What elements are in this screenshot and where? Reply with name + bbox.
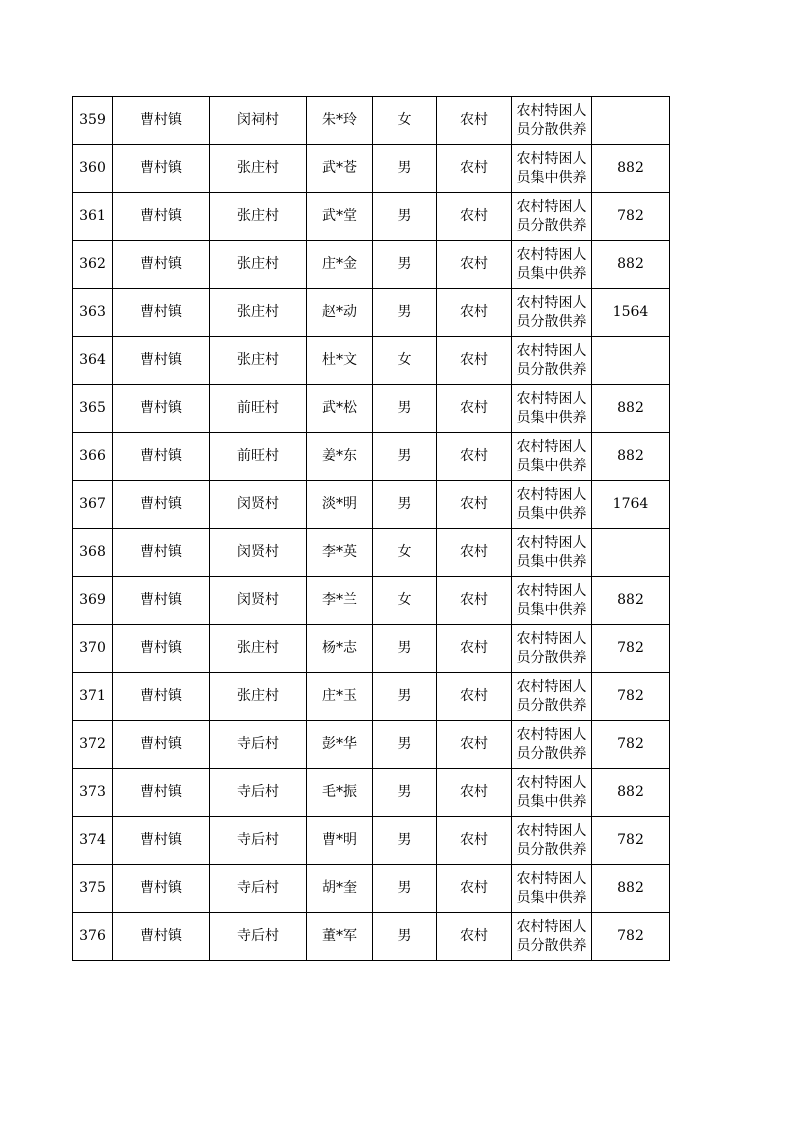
table-body (73, 97, 670, 961)
area-type-cell: 农村 (437, 769, 512, 817)
support-type-cell (512, 289, 592, 337)
support-type-line: 农村特困人 (516, 390, 587, 407)
area-type-cell: 农村 (437, 385, 512, 433)
town-cell: 曹村镇 (113, 577, 210, 625)
table-row (73, 193, 670, 241)
person-name-cell: 淡*明 (307, 481, 373, 529)
support-type-cell (512, 145, 592, 193)
support-type-line: 农村特困人 (516, 198, 587, 215)
table-row (73, 145, 670, 193)
area-type-cell: 农村 (437, 193, 512, 241)
area-type-cell: 农村 (437, 481, 512, 529)
table-row (73, 481, 670, 529)
person-name-cell: 武*堂 (307, 193, 373, 241)
town-cell: 曹村镇 (113, 241, 210, 289)
gender-cell: 男 (373, 721, 437, 769)
town-cell: 曹村镇 (113, 97, 210, 145)
amount-cell: 882 (592, 433, 670, 481)
town-cell: 曹村镇 (113, 433, 210, 481)
support-type-line: 农村特困人 (516, 486, 587, 503)
table-row (73, 337, 670, 385)
support-type-line: 农村特困人 (516, 438, 587, 455)
table-row (73, 721, 670, 769)
village-cell: 寺后村 (210, 865, 307, 913)
amount-cell: 782 (592, 193, 670, 241)
row-number-cell: 376 (73, 913, 113, 961)
amount-cell: 782 (592, 673, 670, 721)
row-number-cell: 374 (73, 817, 113, 865)
village-cell: 张庄村 (210, 241, 307, 289)
row-number-cell: 363 (73, 289, 113, 337)
support-type-line: 员集中供养 (516, 553, 587, 570)
support-type-cell (512, 97, 592, 145)
amount-cell (592, 337, 670, 385)
support-type-line: 员集中供养 (516, 793, 587, 810)
person-name-cell: 胡*奎 (307, 865, 373, 913)
support-type-line: 员分散供养 (516, 841, 587, 858)
village-cell: 张庄村 (210, 625, 307, 673)
support-type-cell (512, 241, 592, 289)
area-type-cell: 农村 (437, 625, 512, 673)
gender-cell: 女 (373, 97, 437, 145)
row-number-cell: 367 (73, 481, 113, 529)
area-type-cell: 农村 (437, 337, 512, 385)
support-type-line: 员集中供养 (516, 505, 587, 522)
row-number-cell: 370 (73, 625, 113, 673)
support-type-line: 员分散供养 (516, 361, 587, 378)
village-cell: 前旺村 (210, 385, 307, 433)
table-row (73, 385, 670, 433)
support-type-line: 员分散供养 (516, 649, 587, 666)
village-cell: 张庄村 (210, 145, 307, 193)
table-row (73, 289, 670, 337)
amount-cell: 782 (592, 913, 670, 961)
gender-cell: 男 (373, 913, 437, 961)
area-type-cell: 农村 (437, 673, 512, 721)
person-name-cell: 姜*东 (307, 433, 373, 481)
town-cell: 曹村镇 (113, 817, 210, 865)
town-cell: 曹村镇 (113, 529, 210, 577)
village-cell: 前旺村 (210, 433, 307, 481)
row-number-cell: 362 (73, 241, 113, 289)
gender-cell: 女 (373, 529, 437, 577)
support-type-cell (512, 913, 592, 961)
support-type-cell (512, 673, 592, 721)
support-type-line: 农村特困人 (516, 150, 587, 167)
area-type-cell: 农村 (437, 241, 512, 289)
row-number-cell: 369 (73, 577, 113, 625)
support-type-line: 员分散供养 (516, 937, 587, 954)
village-cell: 寺后村 (210, 913, 307, 961)
area-type-cell: 农村 (437, 913, 512, 961)
gender-cell: 男 (373, 769, 437, 817)
village-cell: 寺后村 (210, 769, 307, 817)
support-type-line: 农村特困人 (516, 342, 587, 359)
row-number-cell: 375 (73, 865, 113, 913)
village-cell: 闵贤村 (210, 481, 307, 529)
town-cell: 曹村镇 (113, 721, 210, 769)
person-name-cell: 朱*玲 (307, 97, 373, 145)
area-type-cell: 农村 (437, 97, 512, 145)
support-type-line: 农村特困人 (516, 822, 587, 839)
area-type-cell: 农村 (437, 865, 512, 913)
table-row (73, 433, 670, 481)
support-type-cell (512, 385, 592, 433)
support-type-line: 农村特困人 (516, 102, 587, 119)
support-type-line: 员集中供养 (516, 457, 587, 474)
town-cell: 曹村镇 (113, 337, 210, 385)
support-type-cell (512, 577, 592, 625)
gender-cell: 男 (373, 241, 437, 289)
support-type-cell (512, 193, 592, 241)
area-type-cell: 农村 (437, 529, 512, 577)
gender-cell: 男 (373, 481, 437, 529)
row-number-cell: 368 (73, 529, 113, 577)
support-type-cell (512, 529, 592, 577)
person-name-cell: 武*苍 (307, 145, 373, 193)
town-cell: 曹村镇 (113, 481, 210, 529)
gender-cell: 女 (373, 337, 437, 385)
area-type-cell: 农村 (437, 577, 512, 625)
support-type-cell (512, 625, 592, 673)
amount-cell: 782 (592, 721, 670, 769)
area-type-cell: 农村 (437, 289, 512, 337)
person-name-cell: 毛*振 (307, 769, 373, 817)
table-row (73, 769, 670, 817)
gender-cell: 男 (373, 433, 437, 481)
row-number-cell: 364 (73, 337, 113, 385)
support-type-line: 农村特困人 (516, 726, 587, 743)
support-type-cell (512, 865, 592, 913)
support-type-line: 农村特困人 (516, 918, 587, 935)
gender-cell: 男 (373, 673, 437, 721)
support-type-line: 员集中供养 (516, 409, 587, 426)
gender-cell: 男 (373, 289, 437, 337)
village-cell: 张庄村 (210, 673, 307, 721)
table-row (73, 817, 670, 865)
support-type-line: 农村特困人 (516, 582, 587, 599)
support-type-cell (512, 769, 592, 817)
person-name-cell: 庄*金 (307, 241, 373, 289)
person-name-cell: 董*军 (307, 913, 373, 961)
support-type-cell (512, 433, 592, 481)
town-cell: 曹村镇 (113, 865, 210, 913)
support-type-line: 员集中供养 (516, 601, 587, 618)
row-number-cell: 366 (73, 433, 113, 481)
table-row (73, 673, 670, 721)
support-type-line: 员分散供养 (516, 745, 587, 762)
row-number-cell: 359 (73, 97, 113, 145)
amount-cell: 782 (592, 625, 670, 673)
amount-cell: 882 (592, 865, 670, 913)
amount-cell (592, 529, 670, 577)
gender-cell: 男 (373, 145, 437, 193)
person-name-cell: 彭*华 (307, 721, 373, 769)
gender-cell: 男 (373, 817, 437, 865)
person-name-cell: 杨*志 (307, 625, 373, 673)
village-cell: 闵贤村 (210, 577, 307, 625)
gender-cell: 男 (373, 625, 437, 673)
person-name-cell: 武*松 (307, 385, 373, 433)
support-type-line: 员集中供养 (516, 265, 587, 282)
row-number-cell: 371 (73, 673, 113, 721)
person-name-cell: 庄*玉 (307, 673, 373, 721)
gender-cell: 男 (373, 865, 437, 913)
person-name-cell: 赵*动 (307, 289, 373, 337)
town-cell: 曹村镇 (113, 625, 210, 673)
town-cell: 曹村镇 (113, 769, 210, 817)
village-cell: 闵祠村 (210, 97, 307, 145)
table-row (73, 865, 670, 913)
support-type-line: 农村特困人 (516, 246, 587, 263)
village-cell: 寺后村 (210, 817, 307, 865)
table-row (73, 577, 670, 625)
support-type-line: 农村特困人 (516, 294, 587, 311)
village-cell: 张庄村 (210, 193, 307, 241)
town-cell: 曹村镇 (113, 289, 210, 337)
town-cell: 曹村镇 (113, 193, 210, 241)
gender-cell: 男 (373, 385, 437, 433)
town-cell: 曹村镇 (113, 145, 210, 193)
person-name-cell: 李*兰 (307, 577, 373, 625)
table-row (73, 625, 670, 673)
support-type-line: 农村特困人 (516, 774, 587, 791)
amount-cell: 882 (592, 385, 670, 433)
village-cell: 张庄村 (210, 289, 307, 337)
amount-cell: 1764 (592, 481, 670, 529)
support-type-cell (512, 721, 592, 769)
area-type-cell: 农村 (437, 721, 512, 769)
table-row (73, 241, 670, 289)
support-type-line: 员集中供养 (516, 169, 587, 186)
area-type-cell: 农村 (437, 145, 512, 193)
support-type-line: 员分散供养 (516, 217, 587, 234)
amount-cell: 882 (592, 145, 670, 193)
row-number-cell: 372 (73, 721, 113, 769)
support-type-line: 员分散供养 (516, 121, 587, 138)
area-type-cell: 农村 (437, 817, 512, 865)
support-type-line: 农村特困人 (516, 534, 587, 551)
town-cell: 曹村镇 (113, 673, 210, 721)
table-row (73, 913, 670, 961)
person-name-cell: 曹*明 (307, 817, 373, 865)
row-number-cell: 360 (73, 145, 113, 193)
support-type-line: 员集中供养 (516, 889, 587, 906)
amount-cell: 782 (592, 817, 670, 865)
support-type-line: 农村特困人 (516, 630, 587, 647)
village-cell: 张庄村 (210, 337, 307, 385)
town-cell: 曹村镇 (113, 385, 210, 433)
support-type-line: 农村特困人 (516, 678, 587, 695)
person-name-cell: 李*英 (307, 529, 373, 577)
support-type-line: 农村特困人 (516, 870, 587, 887)
row-number-cell: 365 (73, 385, 113, 433)
recipient-table (72, 96, 670, 961)
village-cell: 寺后村 (210, 721, 307, 769)
amount-cell: 882 (592, 577, 670, 625)
support-type-line: 员分散供养 (516, 313, 587, 330)
support-type-cell (512, 337, 592, 385)
amount-cell: 1564 (592, 289, 670, 337)
area-type-cell: 农村 (437, 433, 512, 481)
table-row (73, 97, 670, 145)
gender-cell: 男 (373, 193, 437, 241)
person-name-cell: 杜*文 (307, 337, 373, 385)
support-type-line: 员分散供养 (516, 697, 587, 714)
amount-cell (592, 97, 670, 145)
gender-cell: 女 (373, 577, 437, 625)
amount-cell: 882 (592, 241, 670, 289)
table-row (73, 529, 670, 577)
support-type-cell (512, 481, 592, 529)
row-number-cell: 361 (73, 193, 113, 241)
support-type-cell (512, 817, 592, 865)
village-cell: 闵贤村 (210, 529, 307, 577)
amount-cell: 882 (592, 769, 670, 817)
town-cell: 曹村镇 (113, 913, 210, 961)
row-number-cell: 373 (73, 769, 113, 817)
